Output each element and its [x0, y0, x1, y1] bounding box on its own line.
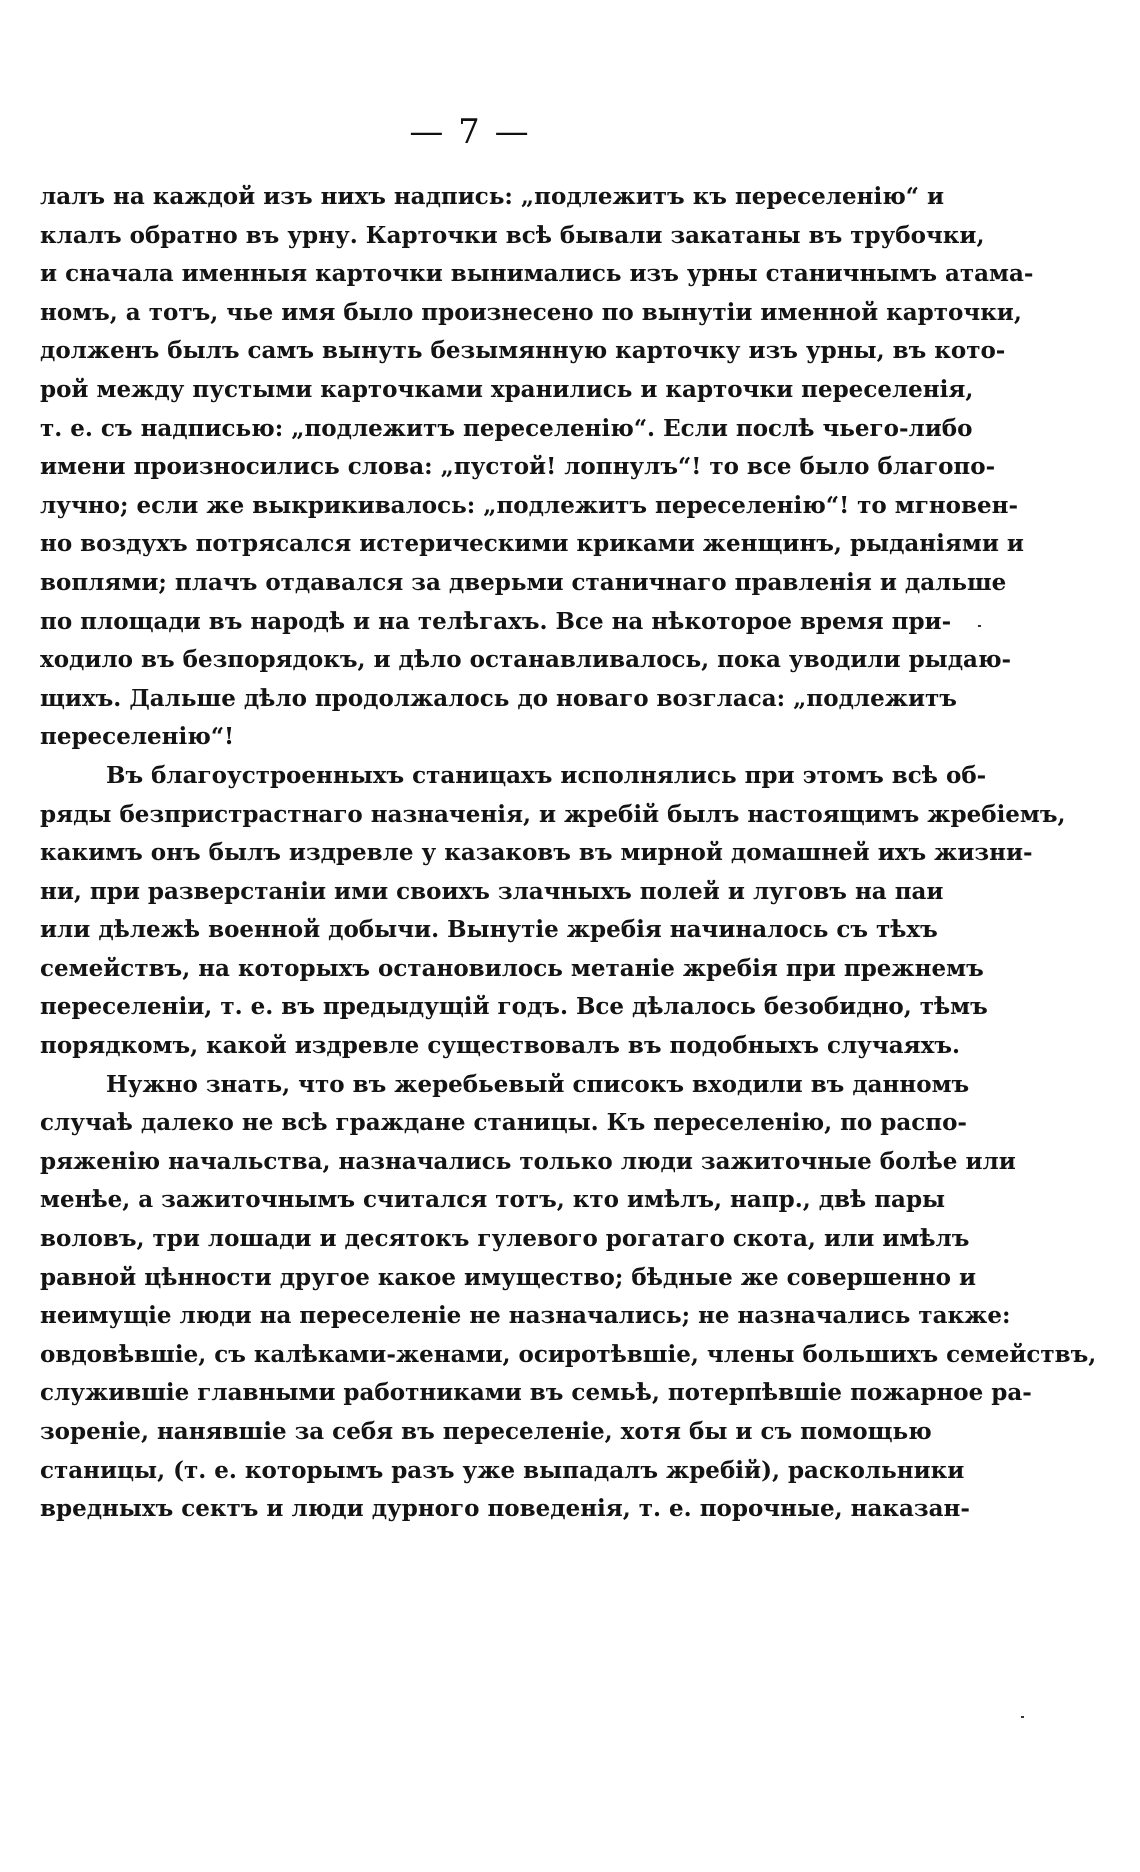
text-line: ряженію начальства, назначались только люди зажиточные болѣе или [40, 1147, 1016, 1175]
text-line: ни, при разверстаніи ими своихъ злачныхъ полей и луговъ на паи [40, 877, 944, 905]
text-line: воловъ, три лошади и десятокъ гулевого рогатаго скота, или имѣлъ [40, 1225, 970, 1253]
text-line: щихъ. Дальше дѣло продолжалось до новаго возгласа: „подлежитъ [40, 684, 957, 712]
text-line: служившіе главными работниками въ семьѣ, потерпѣвшіе пожарное ра- [40, 1379, 1032, 1407]
text-line: равной цѣнности другое какое имущество; бѣдные же совершенно и [40, 1263, 977, 1291]
text-line: семействъ, на которыхъ остановилось метаніе жребія при прежнемъ [40, 954, 984, 982]
text-line: станицы, (т. е. которымъ разъ уже выпадалъ жребій), раскольники [40, 1456, 965, 1484]
text-line: клалъ обратно въ урну. Карточки всѣ бывали закатаны въ трубочки, [40, 221, 985, 249]
text-line: воплями; плачъ отдавался за дверьми станичнаго правленія и дальше [40, 568, 1007, 596]
text-line: рой между пустыми карточками хранились и карточки переселенія, [40, 375, 974, 403]
text-line: и сначала именныя карточки вынимались изъ урны станичнымъ атама- [40, 260, 1034, 288]
text-line: имени произносились слова: „пустой! лопнулъ“! то все было благопо- [40, 453, 996, 481]
paragraph-2 [40, 757, 1066, 1066]
text-line: какимъ онъ былъ издревле у казаковъ въ мирной домашней ихъ жизни- [40, 839, 1033, 867]
text-line: вредныхъ сектъ и люди дурного поведенія, т. е. порочные, наказан- [40, 1495, 970, 1523]
text-line: ходило въ безпорядокъ, и дѣло останавливалось, пока уводили рыдаю- [40, 646, 1012, 674]
text-line: Нужно знать, что въ жеребьевый списокъ входили въ данномъ [106, 1070, 970, 1098]
text-line: долженъ былъ самъ вынуть безымянную карточку изъ урны, въ кото- [40, 337, 1006, 365]
text-line: порядкомъ, какой издревле существовалъ въ подобныхъ случаяхъ. [40, 1032, 960, 1060]
text-line: переселенію“! [40, 723, 235, 751]
text-line: неимущіе люди на переселеніе не назначались; не назначались также: [40, 1302, 1011, 1330]
text-line: или дѣлежѣ военной добычи. Вынутіе жребія начиналось съ тѣхъ [40, 916, 938, 944]
text-line: лалъ на каждой изъ нихъ надпись: „подлежитъ къ переселенію“ и [40, 183, 945, 210]
text-line: переселеніи, т. е. въ предыдущій годъ. Все дѣлалось безобидно, тѣмъ [40, 993, 988, 1021]
page-number: — 7 — [409, 112, 531, 152]
scan-speck [978, 625, 981, 627]
text-line: ряды безпристрастнаго назначенія, и жребій былъ настоящимъ жребіемъ, [40, 800, 1066, 828]
text-line: номъ, а тотъ, чье имя было произнесено по вынутіи именной карточки, [40, 298, 1022, 326]
text-line: менѣе, а зажиточнымъ считался тотъ, кто имѣлъ, напр., двѣ пары [40, 1186, 946, 1214]
text-line: Въ благоустроенныхъ станицахъ исполнялись при этомъ всѣ об- [106, 761, 987, 789]
paragraph-1 [40, 178, 1034, 757]
text-line: случаѣ далеко не всѣ граждане станицы. Къ переселенію, по распо- [40, 1109, 967, 1137]
paragraph-3 [40, 1066, 1097, 1529]
text-line: овдовѣвшіе, съ калѣками-женами, осиротѣвшіе, члены большихъ семействъ, [40, 1340, 1097, 1368]
text-line: лучно; если же выкрикивалось: „подлежитъ переселенію“! то мгновен- [40, 491, 1019, 519]
scan-speck [1021, 1716, 1024, 1718]
body-text [40, 178, 1097, 1529]
text-line: т. е. съ надписью: „подлежитъ переселенію“. Если послѣ чьего-либо [40, 414, 973, 442]
text-line: зореніе, нанявшіе за себя въ переселеніе, хотя бы и съ помощью [40, 1418, 932, 1445]
text-line: по площади въ народѣ и на телѣгахъ. Все на нѣкоторое время при- [40, 607, 952, 635]
text-line: но воздухъ потрясался истерическими криками женщинъ, рыданіями и [40, 530, 1024, 558]
